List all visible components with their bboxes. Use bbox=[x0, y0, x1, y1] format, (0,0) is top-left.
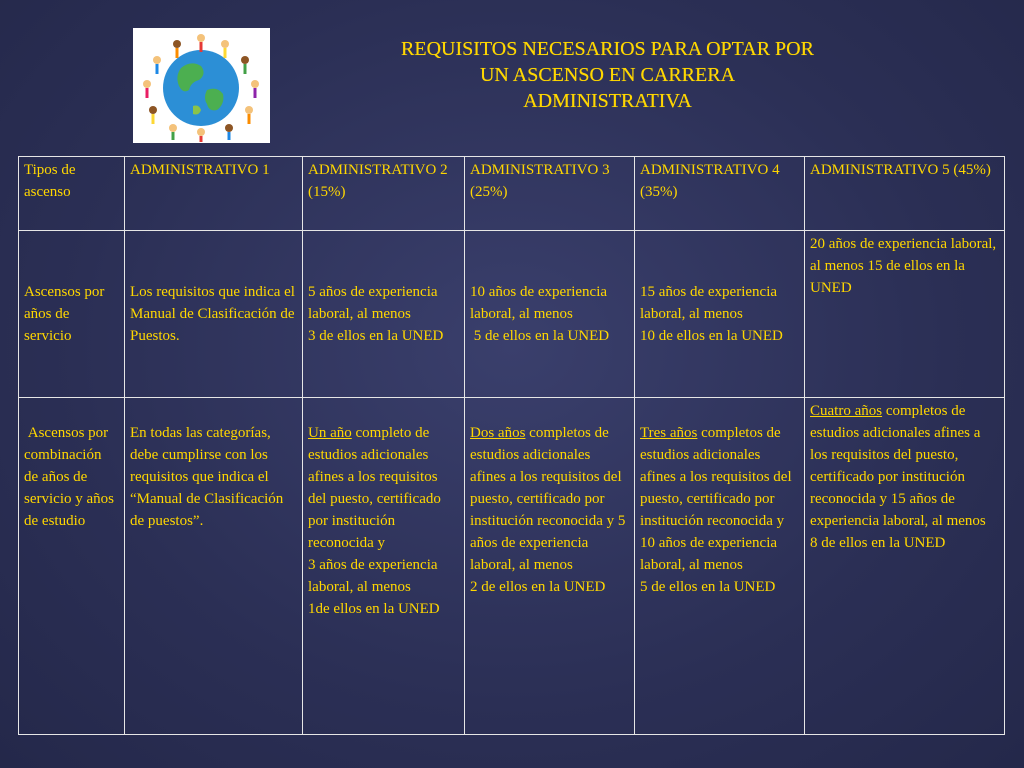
header-cell-administrativo-5: ADMINISTRATIVO 5 (45%) bbox=[805, 157, 1005, 231]
cell-combinacion-adm4-text3: de ellos en la UNED bbox=[647, 579, 776, 595]
cell-servicio-adm3-uned-years: 5 bbox=[470, 328, 482, 344]
cell-servicio-adm3-text: años de experiencia laboral, al menos bbox=[470, 284, 608, 322]
cell-servicio-adm4-uned-years: 10 bbox=[640, 328, 655, 344]
world-children-logo bbox=[133, 28, 270, 143]
cell-servicio-adm1: Los requisitos que indica el Manual de Clasificación de Puestos. bbox=[125, 231, 303, 398]
cell-combinacion-adm2-text2: años de experiencia laboral, al menos bbox=[308, 557, 438, 595]
cell-combinacion-adm4-uned-years: 5 bbox=[640, 579, 648, 595]
cell-combinacion-adm4 bbox=[635, 398, 805, 735]
cell-combinacion-adm2 bbox=[303, 398, 465, 735]
cell-combinacion-adm2-years: 3 bbox=[308, 557, 316, 573]
cell-servicio-adm5: 20 años de experiencia laboral, al menos 15 de ellos en la UNED bbox=[805, 231, 1005, 398]
cell-combinacion-adm2-and: y bbox=[377, 535, 386, 551]
cell-servicio-adm3-text2: de ellos en la UNED bbox=[481, 328, 610, 344]
cell-combinacion-adm5-uned-years: 8 bbox=[810, 535, 818, 551]
cell-servicio-adm2-text2: de ellos en la UNED bbox=[315, 328, 444, 344]
cell-combinacion-adm3-text2: años de experiencia laboral, al menos bbox=[470, 535, 589, 573]
cell-servicio-adm4-text: años de experiencia laboral, al menos bbox=[640, 284, 778, 322]
cell-servicio-adm2 bbox=[303, 231, 465, 398]
cell-servicio-adm4 bbox=[635, 231, 805, 398]
row-label-combinacion-text: Ascensos por combinación de años de servicio y años de estudio bbox=[24, 425, 118, 529]
page-title bbox=[340, 36, 875, 114]
cell-combinacion-adm4-text: completos de estudios adicionales afines a los requisitos del puesto, certificado por institución reconocida y bbox=[640, 425, 792, 529]
title-line-3: ADMINISTRATIVA bbox=[523, 90, 692, 112]
cell-combinacion-adm4-years: 10 bbox=[640, 535, 655, 551]
cell-servicio-adm2-text: años de experiencia laboral, al menos bbox=[308, 284, 438, 322]
cell-combinacion-adm3-text3: de ellos en la UNED bbox=[477, 579, 606, 595]
cell-servicio-adm4-text2: de ellos en la UNED bbox=[655, 328, 783, 344]
cell-combinacion-adm5-text: completos de estudios adicionales afines a los requisitos del puesto, certificado por institución reconocida y bbox=[810, 403, 981, 507]
table-row-combinacion bbox=[19, 398, 1005, 735]
title-line-1: REQUISITOS NECESARIOS PARA OPTAR POR bbox=[401, 38, 814, 60]
cell-combinacion-adm2-study: Un año bbox=[308, 425, 352, 441]
cell-combinacion-adm4-study: Tres años bbox=[640, 425, 698, 441]
cell-combinacion-adm4-text2: años de experiencia laboral, al menos bbox=[640, 535, 778, 573]
cell-combinacion-adm3-years: y 5 bbox=[606, 513, 626, 529]
cell-combinacion-adm2-text3: de ellos en la UNED bbox=[315, 601, 440, 617]
header-cell-administrativo-3: ADMINISTRATIVO 3 (25%) bbox=[465, 157, 635, 231]
cell-combinacion-adm2-uned-years: 1 bbox=[308, 601, 316, 617]
cell-combinacion-adm5-text3: de ellos en la UNED bbox=[817, 535, 946, 551]
cell-servicio-adm3 bbox=[465, 231, 635, 398]
requirements-table bbox=[18, 156, 1005, 735]
cell-combinacion-adm5-years: 15 bbox=[890, 491, 906, 507]
cell-servicio-adm4-years: 15 bbox=[640, 284, 655, 300]
title-line-2: UN ASCENSO EN CARRERA bbox=[479, 64, 736, 86]
table-header-row bbox=[19, 157, 1005, 231]
header-cell-administrativo-1: ADMINISTRATIVO 1 bbox=[125, 157, 303, 231]
world-children-globe-icon bbox=[133, 28, 270, 143]
cell-combinacion-adm5 bbox=[805, 398, 1005, 735]
cell-combinacion-adm1: En todas las categorías, debe cumplirse con los requisitos que indica el “Manual de Clasificación de puestos”. bbox=[125, 398, 303, 735]
header-cell-administrativo-4: ADMINISTRATIVO 4 (35%) bbox=[635, 157, 805, 231]
table-row-servicio bbox=[19, 231, 1005, 398]
cell-combinacion-adm5-text2: años de experiencia laboral, al menos bbox=[810, 491, 986, 529]
cell-servicio-adm2-years: 5 bbox=[308, 284, 316, 300]
row-label-servicio: Ascensos por años de servicio bbox=[19, 231, 125, 398]
row-label-combinacion bbox=[19, 398, 125, 735]
cell-combinacion-adm3-text: completos de estudios adicionales afines a los requisitos del puesto, certificado por institución reconocida bbox=[470, 425, 626, 529]
cell-combinacion-adm3 bbox=[465, 398, 635, 735]
cell-combinacion-adm2-text: completo de estudios adicionales afines a los requisitos del puesto, certificado por institución reconocida bbox=[308, 425, 441, 551]
header-cell-tipos: Tipos de ascenso bbox=[19, 157, 125, 231]
header-cell-administrativo-2: ADMINISTRATIVO 2 (15%) bbox=[303, 157, 465, 231]
cell-combinacion-adm3-uned-years: 2 bbox=[470, 579, 478, 595]
cell-servicio-adm3-years: 10 bbox=[470, 284, 485, 300]
cell-combinacion-adm5-study: Cuatro años bbox=[810, 403, 883, 419]
cell-servicio-adm2-uned-years: 3 bbox=[308, 328, 316, 344]
cell-combinacion-adm3-study: Dos años bbox=[470, 425, 526, 441]
